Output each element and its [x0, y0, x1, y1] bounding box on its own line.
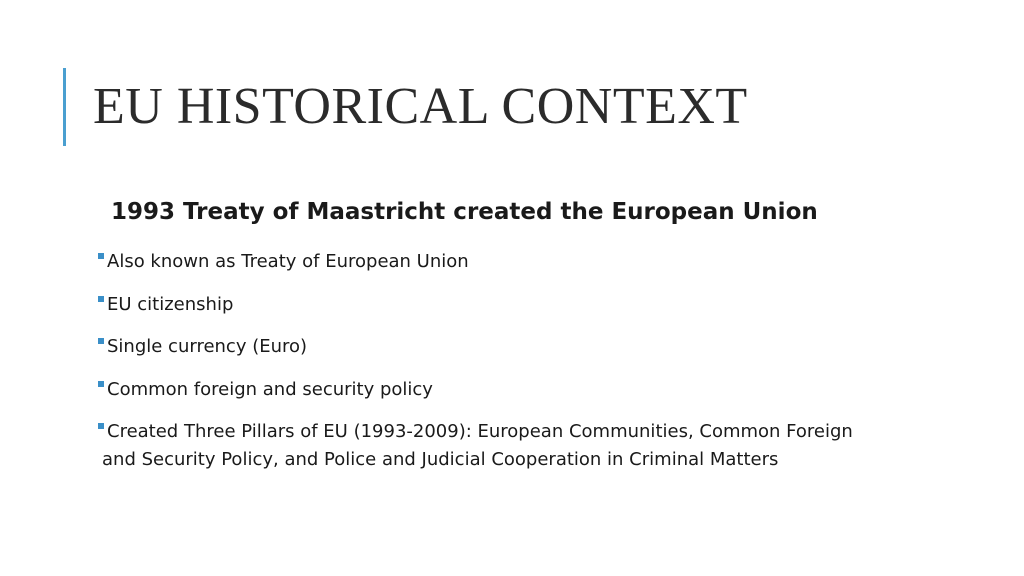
title-accent-bar [63, 68, 66, 146]
square-bullet-icon [98, 296, 104, 302]
bullet-text: Also known as Treaty of European Union [107, 251, 469, 272]
bullet-item [90, 418, 890, 474]
square-bullet-icon [98, 381, 104, 387]
slide-title: EU HISTORICAL CONTEXT [93, 78, 748, 135]
bullet-item [90, 248, 890, 276]
bullet-item [90, 376, 890, 404]
square-bullet-icon [98, 338, 104, 344]
bullet-item [90, 333, 890, 361]
bullet-text: Single currency (Euro) [107, 336, 308, 357]
square-bullet-icon [98, 253, 104, 259]
bullet-text: Common foreign and security policy [107, 378, 433, 400]
bullet-text: Created Three Pillars of EU (1993-2009): European Communities, Common Foreign and Security Policy, and Police and Judicial Cooperation in Criminal Matters [102, 421, 853, 470]
square-bullet-icon [98, 423, 104, 429]
bullet-item [90, 291, 890, 319]
slide-subheading: 1993 Treaty of Maastricht created the European Union [111, 199, 818, 225]
bullet-list [90, 248, 890, 489]
bullet-text: EU citizenship [107, 293, 234, 315]
